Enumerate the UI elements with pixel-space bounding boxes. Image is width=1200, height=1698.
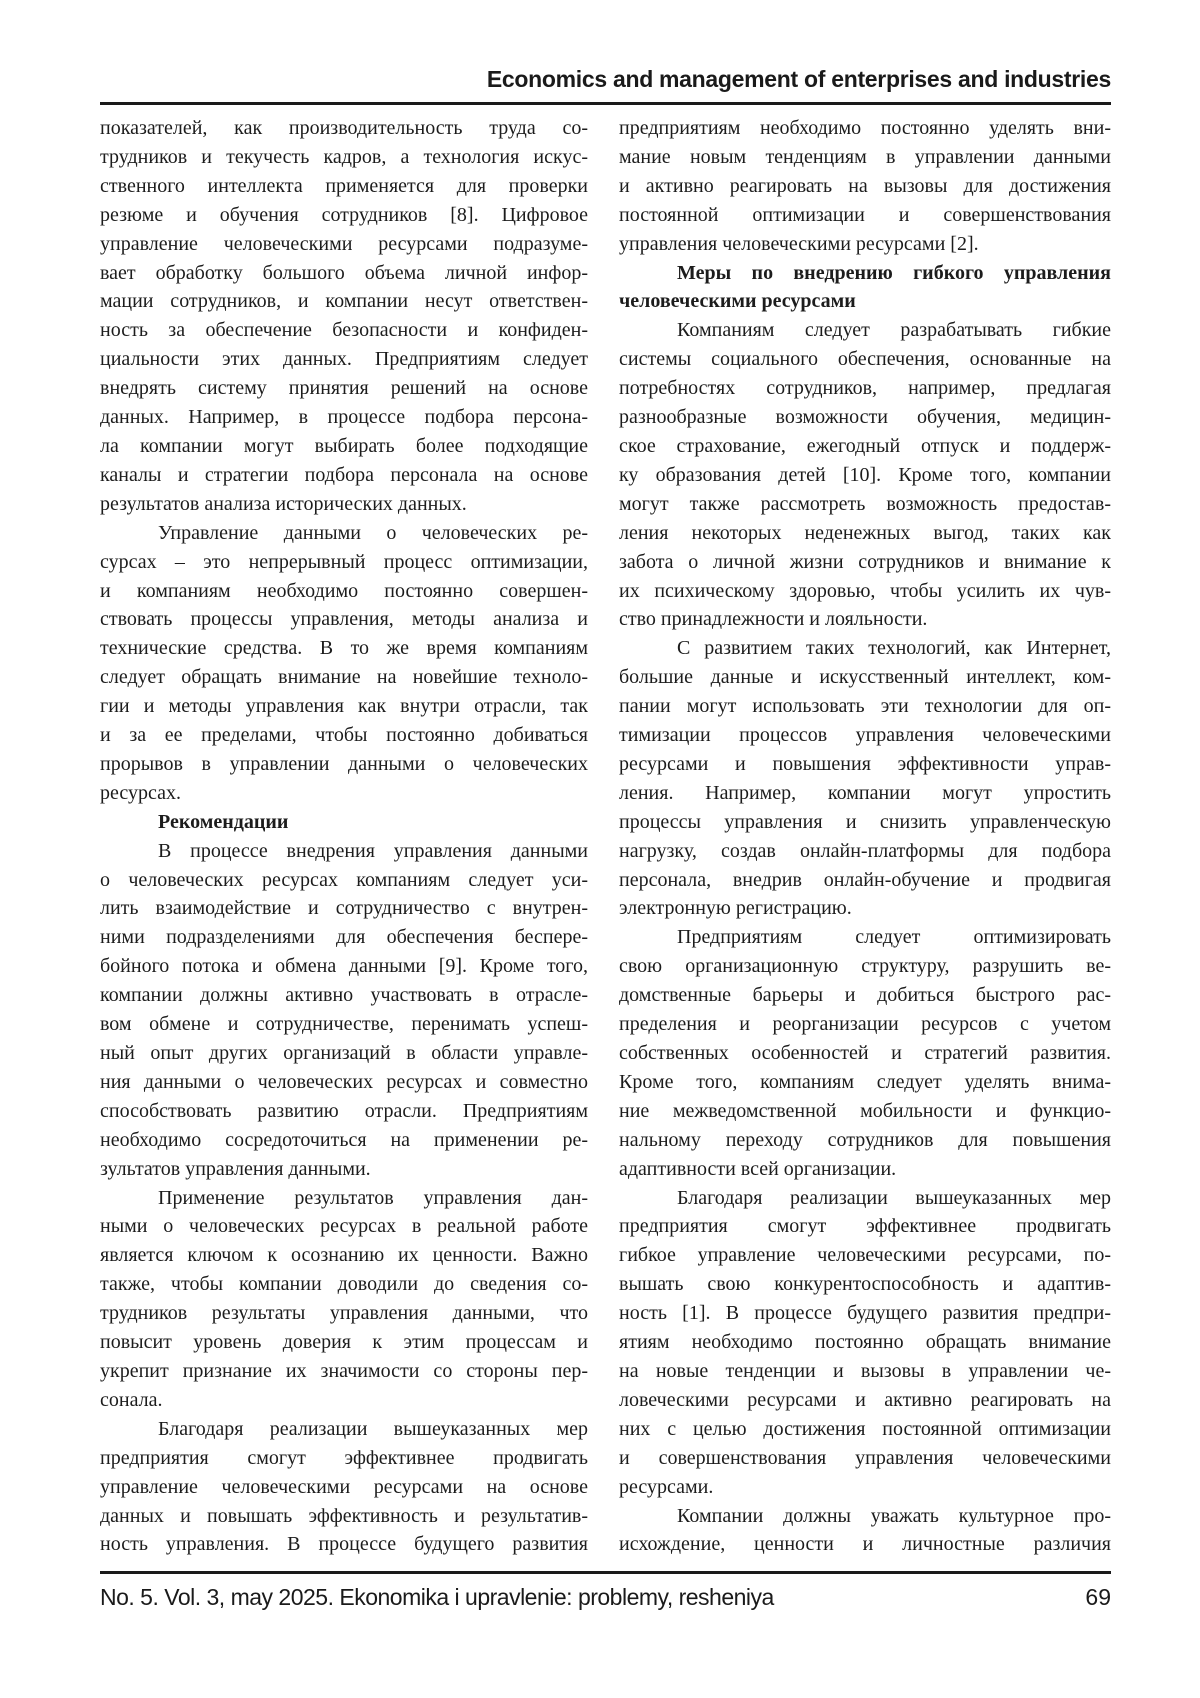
- text-line: исхождение, ценности и личностные различия: [619, 1530, 1111, 1559]
- text-line: системы социального обеспечения, основанные на: [619, 345, 1111, 374]
- section-heading-line: Меры по внедрению гибкого управления: [619, 259, 1111, 288]
- text-line: постоянной оптимизации и совершенствования: [619, 201, 1111, 230]
- text-line: Благодаря реализации вышеуказанных мер: [619, 1184, 1111, 1213]
- text-line: мации сотрудников, и компании несут ответствен-: [100, 287, 588, 316]
- text-line: ления некоторых неденежных выгод, таких как: [619, 519, 1111, 548]
- text-line: ское страхование, ежегодный отпуск и поддерж-: [619, 432, 1111, 461]
- text-line: свою организационную структуру, разрушить ве-: [619, 952, 1111, 981]
- text-line: Кроме того, компаниям следует уделять внима-: [619, 1068, 1111, 1097]
- text-line: бойного потока и обмена данными [9]. Кроме того,: [100, 952, 588, 981]
- text-line: электронную регистрацию.: [619, 894, 1111, 923]
- text-line: ресурсами.: [619, 1473, 1111, 1502]
- text-line: Благодаря реализации вышеуказанных мер: [100, 1415, 588, 1444]
- text-line: гии и методы управления как внутри отрасли, так: [100, 692, 588, 721]
- text-line: нагрузку, создав онлайн-платформы для подбора: [619, 837, 1111, 866]
- text-line: тимизации процессов управления человеческими: [619, 721, 1111, 750]
- section-heading-line: человеческими ресурсами: [619, 287, 1111, 316]
- text-line: ствовать процессы управления, методы анализа и: [100, 605, 588, 634]
- text-line: внедрять систему принятия решений на основе: [100, 374, 588, 403]
- text-line: способствовать развитию отрасли. Предприятиям: [100, 1097, 588, 1126]
- text-line: прорывов в управлении данными о человеческих: [100, 750, 588, 779]
- text-line: ку образования детей [10]. Кроме того, компании: [619, 461, 1111, 490]
- text-line: управление человеческими ресурсами подразуме-: [100, 230, 588, 259]
- text-line: и за ее пределами, чтобы постоянно добиваться: [100, 721, 588, 750]
- text-line: трудников результаты управления данными, что: [100, 1299, 588, 1328]
- text-line: них с целью достижения постоянной оптимизации: [619, 1415, 1111, 1444]
- text-line: ными о человеческих ресурсах в реальной работе: [100, 1212, 588, 1241]
- text-line: укрепит признание их значимости со стороны пер-: [100, 1357, 588, 1386]
- text-line: ресурсами и повышения эффективности управ-: [619, 750, 1111, 779]
- text-line: домственные барьеры и добиться быстрого рас-: [619, 981, 1111, 1010]
- text-line: вает обработку большого объема личной инфор-: [100, 259, 588, 288]
- text-line: большие данные и искусственный интеллект, ком-: [619, 663, 1111, 692]
- text-line: потребностях сотрудников, например, предлагая: [619, 374, 1111, 403]
- text-line: ство принадлежности и лояльности.: [619, 605, 1111, 634]
- text-line: ность за обеспечение безопасности и конфиден-: [100, 316, 588, 345]
- text-line: предприятиям необходимо постоянно уделять вни-: [619, 114, 1111, 143]
- text-line: предприятия смогут эффективнее продвигать: [619, 1212, 1111, 1241]
- text-line: ние межведомственной мобильности и функцио-: [619, 1097, 1111, 1126]
- text-line: персонала, внедрив онлайн-обучение и продвигая: [619, 866, 1111, 895]
- text-line: ятиям необходимо постоянно обращать внимание: [619, 1328, 1111, 1357]
- text-line: собственных особенностей и стратегий развития.: [619, 1039, 1111, 1068]
- text-line: вом обмене и сотрудничестве, перенимать успеш-: [100, 1010, 588, 1039]
- text-line: и совершенствования управления человеческими: [619, 1444, 1111, 1473]
- text-line: ность управления. В процессе будущего развития: [100, 1530, 588, 1559]
- text-line: пределения и реорганизации ресурсов с учетом: [619, 1010, 1111, 1039]
- text-line: компании должны активно участвовать в отрасле-: [100, 981, 588, 1010]
- text-line: лить взаимодействие и сотрудничество с внутрен-: [100, 894, 588, 923]
- text-line: их психическому здоровью, чтобы усилить их чув-: [619, 577, 1111, 606]
- text-line: Предприятиям следует оптимизировать: [619, 923, 1111, 952]
- text-line: Компании должны уважать культурное про-: [619, 1502, 1111, 1531]
- footer-journal-citation: No. 5. Vol. 3, may 2025. Ekonomika i upravlenie: problemy, resheniya: [100, 1584, 774, 1611]
- text-line: циальности этих данных. Предприятиям следует: [100, 345, 588, 374]
- text-line: вышать свою конкурентоспособность и адаптив-: [619, 1270, 1111, 1299]
- text-line: ния данными о человеческих ресурсах и совместно: [100, 1068, 588, 1097]
- text-line: забота о личной жизни сотрудников и внимание к: [619, 548, 1111, 577]
- text-line: также, чтобы компании доводили до сведения со-: [100, 1270, 588, 1299]
- text-line: ловеческими ресурсами и активно реагировать на: [619, 1386, 1111, 1415]
- text-line: пании могут использовать эти технологии для оп-: [619, 692, 1111, 721]
- text-line: данных. Например, в процессе подбора персона-: [100, 403, 588, 432]
- text-line: С развитием таких технологий, как Интернет,: [619, 634, 1111, 663]
- text-line: технические средства. В то же время компаниям: [100, 634, 588, 663]
- text-line: необходимо сосредоточиться на применении ре-: [100, 1126, 588, 1155]
- text-line: каналы и стратегии подбора персонала на основе: [100, 461, 588, 490]
- text-line: зультатов управления данными.: [100, 1155, 588, 1184]
- text-line: повысит уровень доверия к этим процессам и: [100, 1328, 588, 1357]
- text-line: ность [1]. В процессе будущего развития предпри-: [619, 1299, 1111, 1328]
- text-line: показателей, как производительность труда со-: [100, 114, 588, 143]
- text-line: разнообразные возможности обучения, медицин-: [619, 403, 1111, 432]
- text-line: и компаниям необходимо постоянно совершен-: [100, 577, 588, 606]
- text-column-left: [100, 114, 588, 1559]
- text-line: следует обращать внимание на новейшие техноло-: [100, 663, 588, 692]
- text-line: Применение результатов управления дан-: [100, 1184, 588, 1213]
- text-line: трудников и текучесть кадров, а технология искус-: [100, 143, 588, 172]
- text-line: гибкое управление человеческими ресурсами, по-: [619, 1241, 1111, 1270]
- text-line: сурсах – это непрерывный процесс оптимизации,: [100, 548, 588, 577]
- text-line: могут также рассмотреть возможность предостав-: [619, 490, 1111, 519]
- running-header-title: Economics and management of enterprises and industries: [487, 66, 1111, 93]
- text-line: управления человеческими ресурсами [2].: [619, 230, 1111, 259]
- text-line: на новые тенденции и вызовы в управлении че-: [619, 1357, 1111, 1386]
- text-line: ними подразделениями для обеспечения беспере-: [100, 923, 588, 952]
- text-line: ла компании могут выбирать более подходящие: [100, 432, 588, 461]
- text-column-right: [619, 114, 1111, 1559]
- text-line: мание новым тенденциям в управлении данными: [619, 143, 1111, 172]
- page-number: 69: [1085, 1584, 1111, 1611]
- text-line: Управление данными о человеческих ре-: [100, 519, 588, 548]
- text-line: ления. Например, компании могут упростить: [619, 779, 1111, 808]
- text-line: В процессе внедрения управления данными: [100, 837, 588, 866]
- text-line: нальному переходу сотрудников для повышения: [619, 1126, 1111, 1155]
- section-heading-line: Рекомендации: [100, 808, 588, 837]
- text-line: процессы управления и снизить управленческую: [619, 808, 1111, 837]
- text-line: ный опыт других организаций в области управле-: [100, 1039, 588, 1068]
- text-line: данных и повышать эффективность и результатив-: [100, 1502, 588, 1531]
- text-line: предприятия смогут эффективнее продвигать: [100, 1444, 588, 1473]
- text-line: управление человеческими ресурсами на основе: [100, 1473, 588, 1502]
- text-line: и активно реагировать на вызовы для достижения: [619, 172, 1111, 201]
- text-line: о человеческих ресурсах компаниям следует уси-: [100, 866, 588, 895]
- text-line: резюме и обучения сотрудников [8]. Цифровое: [100, 201, 588, 230]
- text-line: ресурсах.: [100, 779, 588, 808]
- text-line: Компаниям следует разрабатывать гибкие: [619, 316, 1111, 345]
- text-line: сонала.: [100, 1386, 588, 1415]
- text-line: является ключом к осознанию их ценности. Важно: [100, 1241, 588, 1270]
- header-divider: [100, 102, 1111, 105]
- text-line: результатов анализа исторических данных.: [100, 490, 588, 519]
- footer-divider: [100, 1571, 1111, 1574]
- text-line: адаптивности всей организации.: [619, 1155, 1111, 1184]
- text-line: ственного интеллекта применяется для проверки: [100, 172, 588, 201]
